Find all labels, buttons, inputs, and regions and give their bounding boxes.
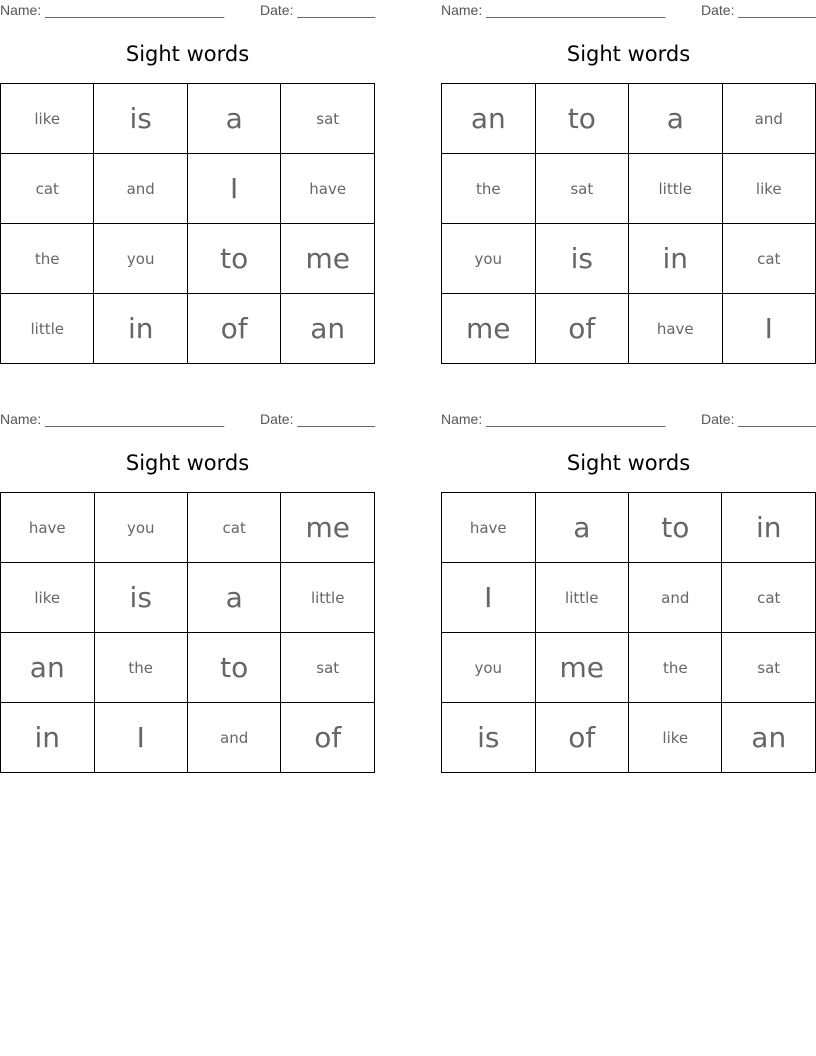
word-cell: in — [629, 224, 723, 294]
word-cell: is — [94, 563, 187, 633]
word-cell: you — [442, 633, 536, 703]
word-cell: is — [442, 703, 536, 773]
grid-row — [1, 493, 375, 563]
word-cell: of — [281, 703, 375, 773]
word-cell: is — [94, 84, 187, 154]
bingo-card — [441, 0, 816, 365]
word-cell: I — [94, 703, 187, 773]
grid-row — [442, 563, 816, 633]
grid-row — [1, 84, 375, 154]
grid-row — [442, 493, 816, 563]
word-cell: little — [535, 563, 629, 633]
word-cell: the — [94, 633, 187, 703]
word-cell: have — [629, 294, 723, 364]
word-cell: of — [535, 703, 629, 773]
grid-row — [442, 84, 816, 154]
grid-row — [442, 703, 816, 773]
word-cell: to — [629, 493, 722, 563]
word-cell: the — [442, 154, 536, 224]
grid-row — [442, 294, 816, 364]
grid-row — [442, 224, 816, 294]
card-title: Sight words — [125, 451, 250, 475]
word-cell: and — [187, 703, 280, 773]
word-cell: to — [187, 224, 280, 294]
grid-row — [1, 633, 375, 703]
word-cell: and — [94, 154, 187, 224]
word-cell: an — [281, 294, 375, 364]
word-cell: sat — [722, 633, 816, 703]
word-cell: and — [629, 563, 722, 633]
word-cell: little — [1, 294, 94, 364]
word-cell: little — [629, 154, 723, 224]
word-cell: me — [281, 493, 375, 563]
word-cell: in — [1, 703, 95, 773]
word-cell: cat — [722, 563, 816, 633]
bingo-card — [0, 0, 375, 365]
word-cell: a — [535, 493, 629, 563]
word-cell: I — [722, 294, 815, 364]
word-cell: in — [722, 493, 816, 563]
word-cell: cat — [1, 154, 94, 224]
bingo-grid — [0, 492, 375, 773]
word-cell: of — [187, 294, 280, 364]
card-title: Sight words — [566, 42, 691, 66]
word-cell: and — [722, 84, 815, 154]
word-cell: an — [442, 84, 536, 154]
word-cell: you — [442, 224, 536, 294]
word-cell: me — [442, 294, 536, 364]
name-field[interactable]: Name: _______________________ — [441, 411, 666, 427]
name-field[interactable]: Name: _______________________ — [0, 2, 225, 18]
card-title: Sight words — [566, 451, 691, 475]
bingo-card — [441, 409, 816, 774]
word-cell: a — [629, 84, 723, 154]
grid-row — [1, 294, 375, 364]
word-cell: cat — [722, 224, 815, 294]
grid-row — [442, 633, 816, 703]
grid-row — [1, 224, 375, 294]
name-field[interactable]: Name: _______________________ — [0, 411, 225, 427]
word-cell: sat — [281, 84, 375, 154]
card-title: Sight words — [125, 42, 250, 66]
bingo-grid — [441, 83, 816, 364]
word-cell: the — [629, 633, 722, 703]
bingo-grid — [441, 492, 816, 773]
word-cell: to — [187, 633, 280, 703]
word-cell: is — [535, 224, 628, 294]
word-cell: in — [94, 294, 187, 364]
grid-row — [1, 154, 375, 224]
word-cell: the — [1, 224, 94, 294]
word-cell: I — [442, 563, 536, 633]
bingo-grid — [0, 83, 375, 364]
word-cell: of — [535, 294, 628, 364]
word-cell: an — [722, 703, 816, 773]
date-field[interactable]: Date: __________ — [260, 2, 376, 18]
date-field[interactable]: Date: __________ — [701, 411, 816, 427]
word-cell: like — [1, 84, 94, 154]
word-cell: have — [1, 493, 95, 563]
word-cell: a — [187, 563, 280, 633]
word-cell: have — [281, 154, 375, 224]
grid-row — [1, 563, 375, 633]
word-cell: like — [722, 154, 815, 224]
word-cell: I — [187, 154, 280, 224]
grid-row — [1, 703, 375, 773]
date-field[interactable]: Date: __________ — [260, 411, 376, 427]
name-field[interactable]: Name: _______________________ — [441, 2, 666, 18]
word-cell: you — [94, 224, 187, 294]
word-cell: sat — [281, 633, 375, 703]
grid-row — [442, 154, 816, 224]
word-cell: a — [187, 84, 280, 154]
word-cell: cat — [187, 493, 280, 563]
word-cell: an — [1, 633, 95, 703]
word-cell: have — [442, 493, 536, 563]
word-cell: you — [94, 493, 187, 563]
date-field[interactable]: Date: __________ — [701, 2, 816, 18]
word-cell: to — [535, 84, 628, 154]
word-cell: like — [629, 703, 722, 773]
word-cell: little — [281, 563, 375, 633]
bingo-card — [0, 409, 375, 774]
word-cell: me — [281, 224, 375, 294]
word-cell: sat — [535, 154, 628, 224]
word-cell: like — [1, 563, 95, 633]
word-cell: me — [535, 633, 629, 703]
